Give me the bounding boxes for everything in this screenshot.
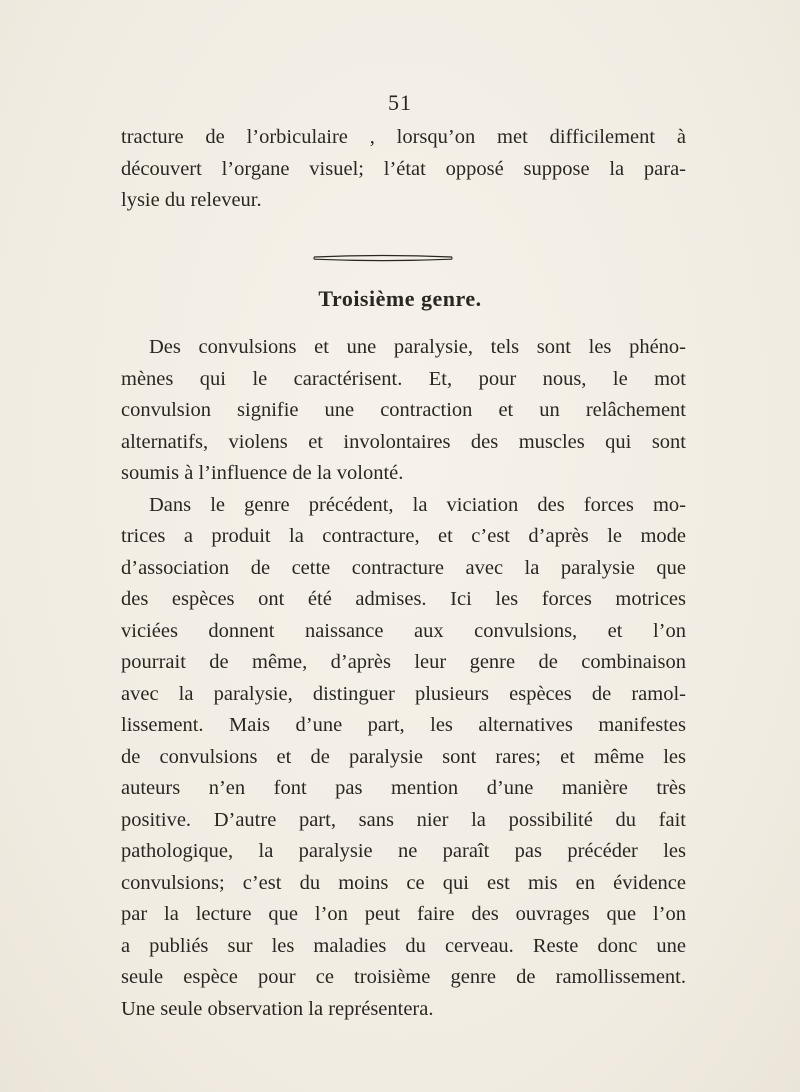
text-line: positive. D’autre part, sans nier la possibilité du fait (121, 808, 686, 831)
text-line: seule espèce pour ce troisième genre de ramollissement. (121, 966, 686, 988)
text-line: pourrait de même, d’après leur genre de combinaison (121, 651, 686, 673)
section-separator (312, 254, 454, 262)
page-number: 51 (388, 90, 412, 115)
text-line: par la lecture que l’on peut faire des ouvrages que l’on (121, 903, 686, 925)
text-line: lysie du releveur. (121, 189, 262, 211)
intro-paragraph (121, 122, 686, 217)
paragraph (121, 490, 686, 1026)
text-line: pathologique, la paralysie ne paraît pas précéder les (121, 840, 686, 862)
text-line: tracture de l’orbiculaire , lorsqu’on met difficilement à (121, 126, 686, 148)
text-line: Une seule observation la représentera. (121, 997, 434, 1020)
section-title: Troisième genre. (318, 286, 482, 311)
text-line: d’association de cette contracture avec la paralysie que (121, 556, 686, 579)
text-line: mènes qui le caractérisent. Et, pour nous, le mot (121, 367, 686, 390)
text-line: a publiés sur les maladies du cerveau. Reste donc une (121, 934, 686, 957)
text-line: Des convulsions et une paralysie, tels sont les phéno- (149, 336, 686, 358)
text-line: trices a produit la contracture, et c’est d’après le mode (121, 525, 686, 547)
text-line: découvert l’organe visuel; l’état opposé suppose la para- (121, 157, 686, 180)
text-line: alternatifs, violens et involontaires des muscles qui sont (121, 430, 686, 453)
text-line: lissement. Mais d’une part, les alternatives manifestes (121, 714, 686, 736)
text-line: convulsions; c’est du moins ce qui est mis en évidence (121, 871, 686, 894)
paragraph (121, 332, 686, 490)
text-line: Dans le genre précédent, la viciation des forces mo- (149, 493, 686, 516)
text-line: de convulsions et de paralysie sont rares; et même les (121, 745, 686, 768)
text-line: viciées donnent naissance aux convulsions, et l’on (121, 619, 686, 642)
text-line: auteurs n’en font pas mention d’une manière très (121, 777, 686, 799)
text-line: avec la paralysie, distinguer plusieurs espèces de ramol- (121, 682, 686, 705)
text-line: soumis à l’influence de la volonté. (121, 462, 404, 484)
body-text (121, 332, 686, 1025)
text-line: des espèces ont été admises. Ici les forces motrices (121, 588, 686, 610)
text-line: convulsion signifie une contraction et un relâchement (121, 399, 686, 421)
